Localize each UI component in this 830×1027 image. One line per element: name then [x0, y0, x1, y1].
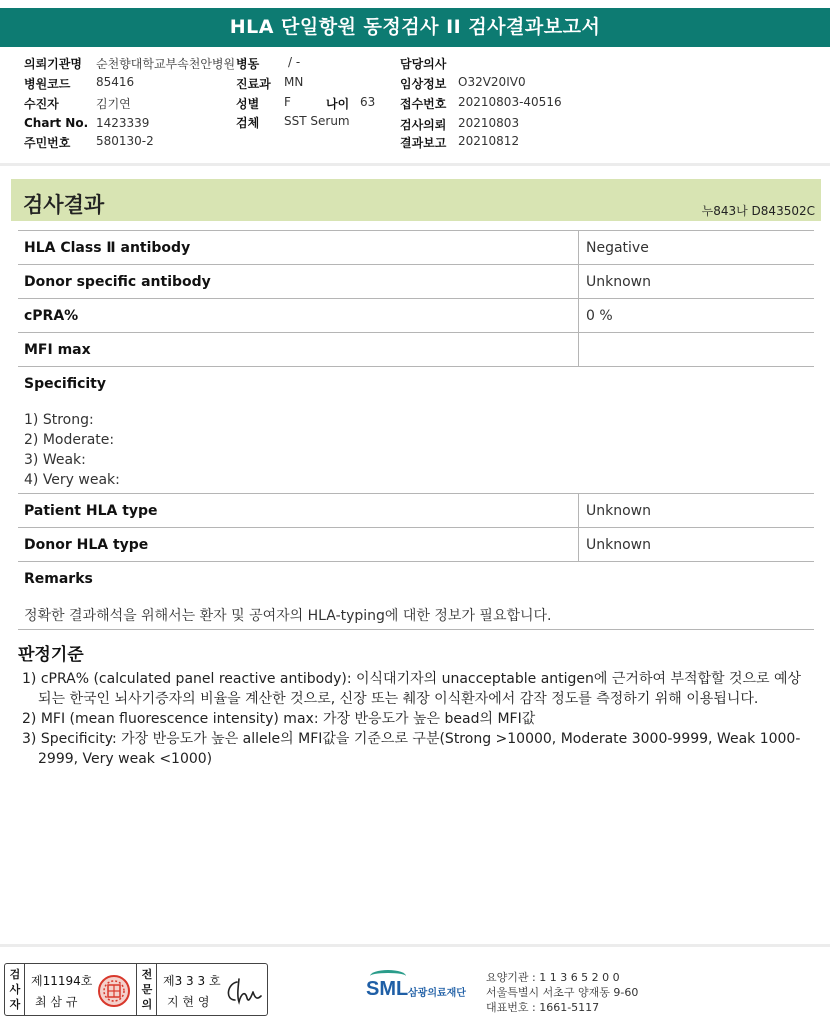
report-date-label: 결과보고	[400, 136, 447, 150]
clinical-value: O32V20IV0	[458, 75, 526, 89]
list-item: 1) cPRA% (calculated panel reactive antibody): 이식대기자의 unacceptable antigen에 근거하여 부적합할 것으로 예상되는 한국인 뇌사기증자의 비율을 계산한 것으로, 신장 또는 췌장 이식환자에서 감작 정도를 측정하기 위해 이용됩니다.	[22, 671, 802, 707]
patient-label: 수진자	[24, 97, 59, 111]
age-label: 나이	[326, 97, 350, 111]
column-divider	[578, 333, 579, 366]
sign1-name: 최 삼 규	[35, 995, 78, 1009]
row-label: MFI max	[24, 342, 91, 358]
divider	[0, 163, 830, 166]
row-value: Unknown	[586, 503, 651, 519]
column-divider	[578, 299, 579, 332]
signature-icon	[223, 976, 263, 1006]
row-label: cPRA%	[24, 308, 79, 324]
list-item: 2) Moderate:	[24, 432, 115, 448]
list-item: 3) Specificity: 가장 반응도가 높은 allele의 MFI값을 기준으로 구분(Strong >10000, Moderate 3000-9999, Weak 1000-2999, Very weak <1000)	[22, 731, 801, 767]
row-value: Unknown	[586, 537, 651, 553]
row-label: Patient HLA type	[24, 503, 158, 519]
chart-label: Chart No.	[24, 116, 89, 130]
sml-logo	[366, 970, 478, 1004]
chart-value: 1423339	[96, 116, 150, 130]
remarks-block	[18, 562, 814, 630]
signature-box	[4, 963, 268, 1016]
hospital-label: 의뢰기관명	[24, 57, 82, 71]
patient-value: 김기연	[96, 97, 131, 111]
code-value: 85416	[96, 75, 135, 89]
remarks-text: 정확한 결과해석을 위해서는 환자 및 공여자의 HLA-typing에 대한 정보가 필요합니다.	[24, 608, 552, 624]
logo-text: SML	[366, 978, 409, 1000]
results-table	[18, 230, 814, 630]
receipt-value: 20210803-40516	[458, 95, 562, 109]
code-label: 병원코드	[24, 77, 71, 91]
table-row	[18, 265, 814, 299]
sign2-cell	[157, 964, 267, 1015]
specificity-list	[24, 410, 120, 490]
row-label: Donor specific antibody	[24, 274, 211, 290]
row-value: 0 %	[586, 308, 613, 324]
report-title: HLA 단일항원 동정검사 II 검사결과보고서	[0, 8, 830, 47]
table-row	[18, 299, 814, 333]
ward-value: / -	[288, 55, 301, 69]
doctor-label: 담당의사	[400, 57, 447, 71]
row-value: Negative	[586, 240, 649, 256]
list-item: 3) Weak:	[24, 452, 86, 468]
sign1-label-cell	[5, 964, 25, 1015]
criteria-title: 판정기준	[18, 645, 84, 665]
results-header	[11, 179, 821, 221]
results-heading: 검사결과	[23, 193, 105, 217]
ward-label: 병동	[236, 57, 260, 71]
org-line: 서울특별시 서초구 양재동 9-60	[486, 986, 639, 999]
specificity-block	[18, 367, 814, 494]
row-label: HLA Class Ⅱ antibody	[24, 240, 191, 256]
criteria-list	[22, 669, 812, 769]
patient-info	[24, 55, 824, 155]
id-value: 580130-2	[96, 134, 154, 148]
sign2-label: 전 문 의	[141, 968, 153, 1011]
table-row	[18, 231, 814, 265]
sign1-label: 검 사 자	[9, 968, 21, 1011]
column-divider	[578, 494, 579, 527]
dept-label: 진료과	[236, 77, 271, 91]
receipt-label: 접수번호	[400, 97, 447, 111]
id-label: 주민번호	[24, 136, 71, 150]
sign2-license: 제3 3 3 호	[163, 974, 221, 988]
report-date-value: 20210812	[458, 134, 520, 148]
sign2-label-cell	[137, 964, 157, 1015]
table-row	[18, 494, 814, 528]
specificity-label: Specificity	[24, 376, 106, 392]
list-item: 2) MFI (mean fluorescence intensity) max: 가장 반응도가 높은 bead의 MFI값	[22, 711, 536, 727]
results-code: 누843나 D843502C	[701, 204, 815, 218]
column-divider	[578, 528, 579, 561]
specimen-value: SST Serum	[284, 114, 350, 128]
specimen-label: 검체	[236, 116, 260, 130]
age-value: 63	[360, 95, 376, 109]
table-row	[18, 333, 814, 367]
row-label: Donor HLA type	[24, 537, 149, 553]
row-value: Unknown	[586, 274, 651, 290]
sign1-cell	[25, 964, 137, 1015]
sex-label: 성별	[236, 97, 260, 111]
hospital-value: 순천향대학교부속천안병원	[96, 57, 236, 71]
column-divider	[578, 265, 579, 298]
request-label: 검사의뢰	[400, 118, 447, 132]
list-item: 4) Very weak:	[24, 472, 120, 488]
footer-divider	[0, 944, 830, 947]
logo-name: 삼광의료재단	[408, 988, 466, 999]
clinical-label: 임상정보	[400, 77, 447, 91]
sign1-license: 제11194호	[31, 974, 93, 988]
seal-stamp-icon	[97, 974, 131, 1008]
sign2-name: 지 현 영	[167, 995, 210, 1009]
request-value: 20210803	[458, 116, 520, 130]
sex-value: F	[284, 95, 291, 109]
organization-info	[486, 970, 638, 1015]
org-line: 대표번호 : 1661-5117	[486, 1001, 600, 1014]
dept-value: MN	[284, 75, 304, 89]
list-item: 1) Strong:	[24, 412, 94, 428]
column-divider	[578, 231, 579, 264]
remarks-label: Remarks	[24, 571, 93, 587]
org-line: 요양기관 : 1 1 3 6 5 2 0 0	[486, 971, 620, 984]
table-row	[18, 528, 814, 562]
